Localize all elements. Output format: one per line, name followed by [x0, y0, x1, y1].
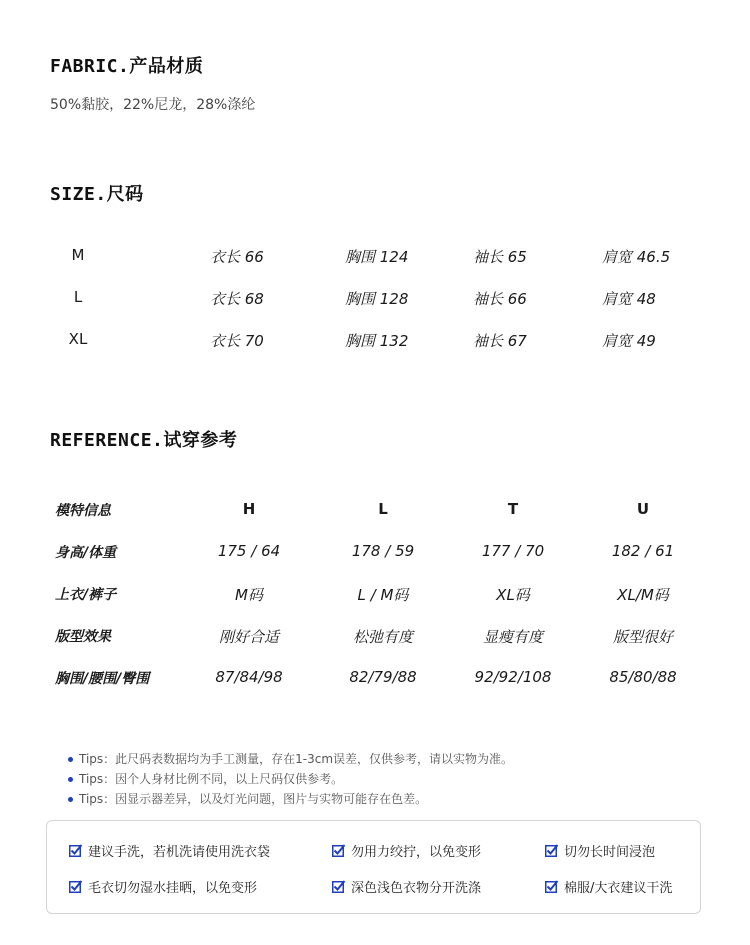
checkbox-checked-icon — [332, 844, 345, 857]
model-l: L — [378, 500, 388, 518]
reference-row — [0, 532, 750, 574]
size-row — [0, 282, 750, 324]
care-item — [69, 841, 270, 860]
bullet-icon — [68, 797, 73, 802]
size-label: M — [71, 246, 85, 264]
shoulder-value: 肩宽 48 — [602, 290, 656, 308]
row-label: 模特信息 — [55, 503, 111, 519]
care-item — [332, 877, 481, 896]
sleeve-value: 袖长 65 — [473, 248, 527, 266]
cell-value: 87/84/98 — [215, 668, 283, 686]
tip-item — [68, 769, 513, 789]
cell-value: 松弛有度 — [352, 628, 413, 646]
cell-value: XL/M码 — [617, 586, 669, 604]
reference-row — [0, 616, 750, 658]
reference-table — [0, 490, 750, 700]
care-instructions-box — [46, 820, 701, 914]
cell-value: 182 / 61 — [611, 542, 675, 560]
care-text: 棉服/大衣建议干洗 — [564, 881, 673, 896]
reference-row — [0, 658, 750, 700]
tip-text: Tips：因显示器差异，以及灯光问题，图片与实物可能存在色差。 — [79, 792, 428, 806]
size-label: XL — [68, 330, 88, 348]
sleeve-value: 袖长 66 — [473, 290, 527, 308]
length-value: 衣长 68 — [210, 290, 264, 308]
bullet-icon — [68, 777, 73, 782]
chest-value: 胸围 128 — [345, 290, 409, 308]
cell-value: XL码 — [496, 586, 530, 604]
care-text: 切勿长时间浸泡 — [564, 845, 656, 860]
size-table — [0, 240, 750, 366]
tip-item — [68, 749, 513, 769]
size-label: L — [73, 288, 83, 306]
row-label: 身高/体重 — [55, 545, 117, 561]
length-value: 衣长 66 — [210, 248, 264, 266]
cell-value: 刚好合适 — [218, 628, 279, 646]
size-row — [0, 240, 750, 282]
care-text: 深色浅色衣物分开洗涤 — [351, 881, 482, 896]
cell-value: 显瘦有度 — [482, 628, 543, 646]
care-item — [69, 877, 257, 896]
model-t: T — [507, 500, 519, 518]
cell-value: M码 — [235, 586, 263, 604]
care-item — [545, 841, 655, 860]
cell-value: L / M码 — [357, 586, 409, 604]
shoulder-value: 肩宽 49 — [602, 332, 656, 350]
cell-value: 177 / 70 — [481, 542, 545, 560]
row-label: 版型效果 — [55, 629, 111, 645]
sleeve-value: 袖长 67 — [473, 332, 527, 350]
fabric-heading: FABRIC.产品材质 — [50, 56, 204, 77]
checkbox-checked-icon — [332, 880, 345, 893]
tip-text: Tips：此尺码表数据均为手工测量，存在1-3cm误差，仅供参考，请以实物为准。 — [79, 752, 514, 766]
tip-text: Tips：因个人身材比例不同，以上尺码仅供参考。 — [79, 772, 344, 786]
tips-list — [68, 749, 513, 809]
care-item — [545, 877, 672, 896]
model-h: H — [242, 500, 256, 518]
checkbox-checked-icon — [545, 844, 558, 857]
care-text: 勿用力绞拧，以免变形 — [351, 845, 482, 860]
size-heading: SIZE.尺码 — [50, 184, 144, 205]
cell-value: 175 / 64 — [217, 542, 281, 560]
bullet-icon — [68, 757, 73, 762]
row-label: 胸围/腰围/臀围 — [55, 671, 150, 687]
cell-value: 178 / 59 — [351, 542, 415, 560]
checkbox-checked-icon — [69, 844, 82, 857]
cell-value: 版型很好 — [612, 628, 673, 646]
chest-value: 胸围 124 — [345, 248, 409, 266]
length-value: 衣长 70 — [210, 332, 264, 350]
shoulder-value: 肩宽 46.5 — [602, 248, 671, 266]
reference-row — [0, 490, 750, 532]
cell-value: 92/92/108 — [474, 668, 552, 686]
care-item — [332, 841, 481, 860]
size-row — [0, 324, 750, 366]
reference-row — [0, 574, 750, 616]
fabric-composition: 50%黏胶，22%尼龙，28%涤纶 — [50, 97, 256, 113]
chest-value: 胸围 132 — [345, 332, 409, 350]
reference-heading: REFERENCE.试穿参考 — [50, 430, 238, 451]
care-text: 建议手洗，若机洗请使用洗衣袋 — [88, 845, 271, 860]
tip-item — [68, 789, 513, 809]
cell-value: 82/79/88 — [349, 668, 417, 686]
checkbox-checked-icon — [69, 880, 82, 893]
cell-value: 85/80/88 — [609, 668, 677, 686]
care-text: 毛衣切勿湿水挂晒，以免变形 — [88, 881, 258, 896]
checkbox-checked-icon — [545, 880, 558, 893]
model-u: U — [636, 500, 650, 518]
row-label: 上衣/裤子 — [55, 587, 117, 603]
